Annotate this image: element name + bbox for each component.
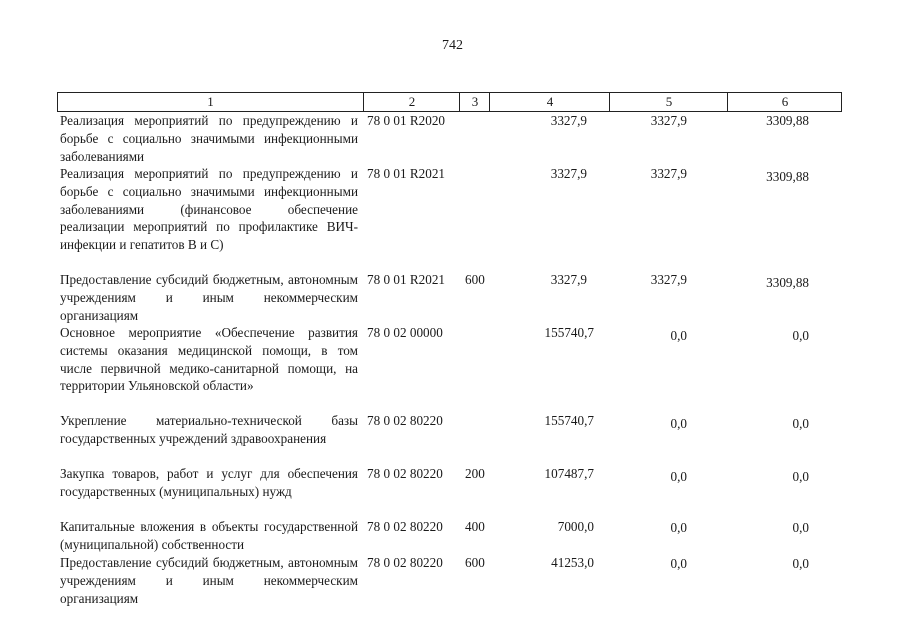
row-description: Капитальные вложения в объекты государственной (муниципальной) собственности (60, 519, 358, 552)
row-expense-type: 400 (465, 519, 485, 534)
row-value-col5: 0,0 (670, 469, 687, 484)
table-header (57, 92, 842, 112)
row-value-col4: 41253,0 (551, 555, 594, 570)
table-row (57, 112, 842, 165)
table-body (57, 112, 842, 607)
row-code: 78 0 02 80220 (367, 466, 443, 481)
row-code: 78 0 02 80220 (367, 413, 443, 428)
row-value-col6: 3309,88 (766, 275, 809, 290)
row-code: 78 0 01 R2021 (367, 166, 446, 181)
header-col-6: 6 (727, 93, 842, 111)
header-col-2: 2 (363, 93, 460, 111)
row-value-col4: 3327,9 (550, 166, 587, 181)
budget-table (57, 92, 842, 607)
row-code: 78 0 02 80220 (367, 555, 443, 570)
row-code: 78 0 01 R2020 (367, 113, 446, 128)
row-value-col5: 0,0 (670, 328, 687, 343)
header-col-1: 1 (207, 94, 214, 109)
row-value-col4: 155740,7 (544, 413, 594, 428)
row-description: Укрепление материально-технической базы государственных учреждений здравоохранения (60, 413, 358, 446)
row-value-col6: 0,0 (792, 416, 809, 431)
table-row (57, 554, 842, 607)
row-value-col6: 3309,88 (766, 113, 809, 128)
table-row (57, 412, 842, 465)
row-value-col5: 3327,9 (650, 113, 687, 128)
header-col-4: 4 (489, 93, 610, 111)
row-description: Предоставление субсидий бюджетным, автономным учреждениям и иным некоммерческим организациям (60, 272, 358, 323)
row-description: Закупка товаров, работ и услуг для обеспечения государственных (муниципальных) нужд (60, 466, 358, 499)
row-value-col6: 0,0 (792, 556, 809, 571)
row-value-col5: 0,0 (670, 520, 687, 535)
table-row (57, 324, 842, 412)
row-expense-type: 600 (465, 272, 485, 287)
table-row (57, 518, 842, 554)
row-code: 78 0 02 80220 (367, 519, 443, 534)
row-value-col4: 3327,9 (550, 272, 587, 287)
header-col-5: 5 (609, 93, 728, 111)
row-value-col5: 0,0 (670, 416, 687, 431)
row-value-col5: 3327,9 (650, 272, 687, 287)
row-expense-type: 600 (465, 555, 485, 570)
table-row (57, 165, 842, 271)
row-value-col6: 0,0 (792, 520, 809, 535)
table-row (57, 271, 842, 324)
row-description: Реализация мероприятий по предупреждению и борьбе с социально значимыми инфекционными заболеваниями (финансовое обеспечение реализации мероприятий по профилактике ВИЧ-инфекции и гепатитов В и С) (60, 166, 358, 253)
row-description: Основное мероприятие «Обеспечение развития системы оказания медицинской помощи, в том числе первичной медико-санитарной помощи, на территории Ульяновской области» (60, 325, 358, 394)
row-value-col6: 0,0 (792, 328, 809, 343)
row-value-col5: 3327,9 (650, 166, 687, 181)
row-description: Предоставление субсидий бюджетным, автономным учреждениям и иным некоммерческим организациям (60, 555, 358, 606)
header-col-3: 3 (459, 93, 490, 111)
row-description: Реализация мероприятий по предупреждению и борьбе с социально значимыми инфекционными заболеваниями (60, 113, 358, 164)
row-expense-type: 200 (465, 466, 485, 481)
row-value-col4: 155740,7 (544, 325, 594, 340)
row-code: 78 0 01 R2021 (367, 272, 446, 287)
table-row (57, 465, 842, 518)
row-code: 78 0 02 00000 (367, 325, 443, 340)
row-value-col6: 0,0 (792, 469, 809, 484)
page-number: 742 (442, 38, 463, 53)
row-value-col6: 3309,88 (766, 169, 809, 184)
row-value-col5: 0,0 (670, 556, 687, 571)
row-value-col4: 7000,0 (557, 519, 594, 534)
row-value-col4: 107487,7 (544, 466, 594, 481)
row-value-col4: 3327,9 (550, 113, 587, 128)
